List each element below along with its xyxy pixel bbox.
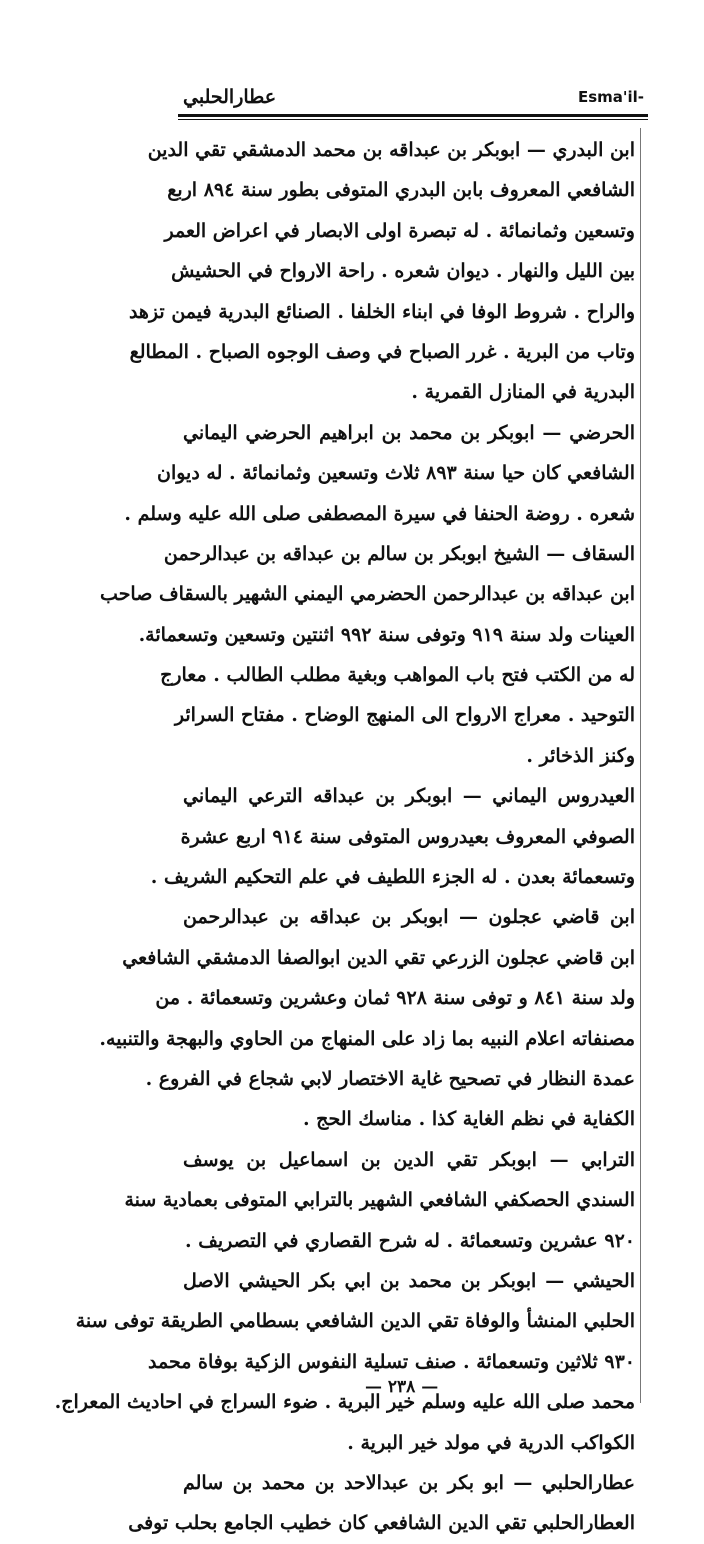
- text-line: الشافعي المعروف بابن البدري المتوفى بطور سنة ٨٩٤ اربع: [167, 179, 635, 202]
- text-line: عطارالحلبي — ابو بكر بن عبدالاحد بن محمد بن سالم: [183, 1471, 635, 1494]
- text-line: العيدروس اليماني — ابوبكر بن عبداقه الترعي اليماني: [183, 785, 635, 808]
- text-line: ٩٣٠ ثلاثين وتسعمائة . صنف تسلية النفوس الزكية بوفاة محمد: [148, 1350, 635, 1373]
- text-line: ٩٢٠ عشرين وتسعمائة . له شرح القصاري في التصريف .: [184, 1229, 635, 1252]
- text-line: الترابي — ابوبكر تقي الدين بن اسماعيل بن يوسف: [183, 1148, 635, 1171]
- text-line: الكواكب الدرية في مولد خير البرية .: [347, 1431, 635, 1454]
- text-line: وكنز الذخائر .: [526, 744, 635, 767]
- text-line: السقاف — الشيخ ابوبكر بن سالم بن عبداقه بن عبدالرحمن: [163, 542, 635, 565]
- text-line: ولد سنة ٨٤١ و توفى سنة ٩٢٨ ثمان وعشرين وتسعمائة . من: [155, 987, 635, 1010]
- text-line: ابن قاضي عجلون الزرعي تقي الدين ابوالصفا الدمشقي الشافعي: [122, 946, 635, 969]
- text-line: والراح . شروط الوفا في ابناء الخلفا . الصنائع البدرية فيمن تزهد: [128, 300, 635, 323]
- text-line: السندي الحصكفي الشافعي الشهير بالترابي المتوفى بعمادية سنة: [124, 1189, 635, 1212]
- text-line: الحيشي — ابوبكر بن محمد بن ابي بكر الحيشي الاصل: [183, 1269, 635, 1292]
- text-line: محمد صلى الله عليه وسلم خير البرية . ضوء السراج في احاديث المعراج.: [54, 1391, 635, 1414]
- header-rule-thin: [178, 119, 648, 120]
- text-line: عمدة النظار في تصحيح غاية الاختصار لابي شجاع في الفروع .: [145, 1067, 635, 1090]
- text-line: له من الكتب فتح باب المواهب وبغية مطلب الطالب . معارج: [160, 664, 635, 687]
- text-line: العطارالحلبي تقي الدين الشافعي كان خطيب الجامع بحلب توفى: [128, 1512, 635, 1535]
- text-line: الشافعي كان حيا سنة ٨٩٣ ثلاث وتسعين وثمانمائة . له ديوان: [156, 462, 635, 485]
- text-line: العينات ولد سنة ٩١٩ وتوفى سنة ٩٩٢ اثنتين وتسعين وتسعمائة.: [138, 623, 635, 646]
- text-line: وتاب من البرية . غرر الصباح في وصف الوجوه الصباح . المطالع: [129, 340, 635, 363]
- running-title: عطارالحلبي: [183, 86, 277, 108]
- text-line: مصنفاته اعلام النبيه بما زاد على المنهاج من الحاوي والبهجة والتنبيه.: [99, 1027, 635, 1050]
- text-line: بين الليل والنهار . ديوان شعره . راحة الارواح في الحشيش: [171, 260, 635, 283]
- text-column: [54, 130, 635, 1544]
- text-line: ابن قاضي عجلون — ابوبكر بن عبداقه بن عبدالرحمن: [183, 906, 635, 929]
- running-header: [175, 88, 650, 110]
- text-line: الحرضي — ابوبكر بن محمد بن ابراهيم الحرضي اليماني: [183, 421, 635, 444]
- text-line: الصوفي المعروف بعيدروس المتوفى سنة ٩١٤ اربع عشرة: [180, 825, 635, 848]
- page-number: — ٢٣٨ —: [365, 1377, 439, 1397]
- text-line: التوحيد . معراج الارواح الى المنهج الوضاح . مفتاح السرائر: [174, 704, 635, 727]
- text-line: البدرية في المنازل القمرية .: [411, 381, 635, 404]
- header-left-label: Esma'il-: [578, 88, 645, 106]
- margin-line: [640, 128, 641, 1403]
- text-line: وتسعمائة بعدن . له الجزء اللطيف في علم التحكيم الشريف .: [150, 866, 635, 889]
- text-line: وتسعين وثمانمائة . له تبصرة اولى الابصار في اعراض العمر: [164, 219, 635, 242]
- text-line: ابن عبداقه بن عبدالرحمن الحضرمي اليمني الشهير بالسقاف صاحب: [100, 583, 635, 606]
- text-line: الكفاية في نظم الغاية كذا . مناسك الحج .: [302, 1108, 635, 1131]
- text-line: الحلبي المنشأ والوفاة تقي الدين الشافعي بسطامي الطريقة توفى سنة: [75, 1310, 635, 1333]
- text-line: ابن البدري — ابوبكر بن عبداقه بن محمد الدمشقي تقي الدين: [147, 139, 635, 161]
- header-rule: [178, 114, 648, 117]
- text-line: شعره . روضة الحنفا في سيرة المصطفى صلى الله عليه وسلم .: [124, 502, 635, 525]
